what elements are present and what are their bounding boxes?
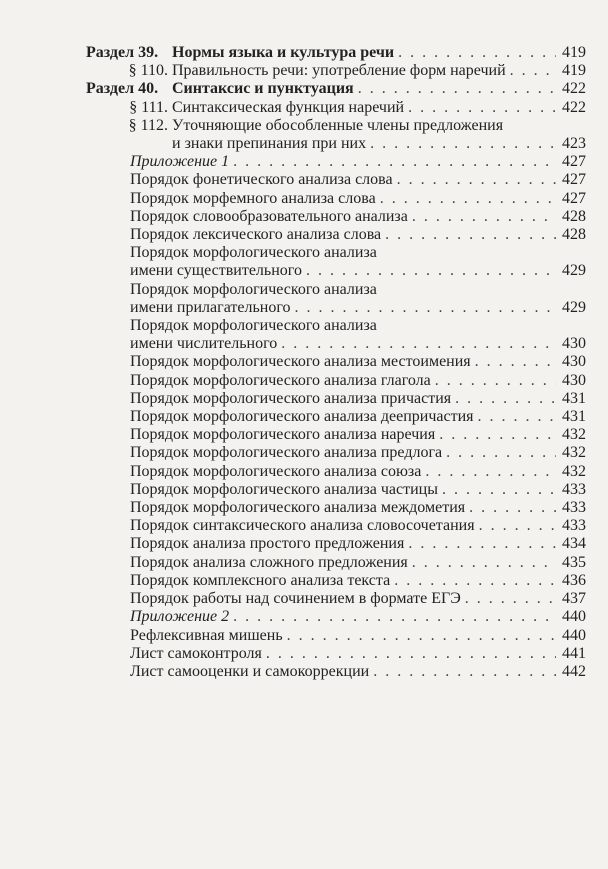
dot-leader xyxy=(442,481,556,499)
dot-leader xyxy=(408,535,556,553)
page-number: 432 xyxy=(562,426,586,444)
toc-entry-title: Нормы языка и культура речи xyxy=(172,44,395,61)
toc-entry-title: Порядок анализа сложного предложения xyxy=(130,553,408,571)
toc-entry-line xyxy=(130,627,586,645)
page-number: 428 xyxy=(562,207,586,225)
toc-entry-title: Порядок работы над сочинением в формате ЕГЭ xyxy=(130,590,461,608)
dot-leader xyxy=(446,444,556,462)
toc-entry-line xyxy=(172,117,586,135)
toc-entry-body xyxy=(130,281,586,317)
dot-leader xyxy=(425,463,556,481)
toc-entry-line xyxy=(130,153,586,171)
toc-entry xyxy=(86,499,586,517)
toc-entry xyxy=(86,208,586,226)
toc-entry xyxy=(86,44,586,62)
toc-entry-line xyxy=(130,517,586,535)
toc-entry-body xyxy=(130,244,586,280)
toc-entry-title: и знаки препинания при них xyxy=(172,135,367,153)
toc-entry-line xyxy=(172,80,586,98)
toc-entry-body xyxy=(130,645,586,663)
dot-leader xyxy=(233,608,556,626)
dot-leader xyxy=(475,353,556,371)
table-of-contents xyxy=(86,44,586,681)
toc-entry-body xyxy=(130,554,586,572)
dot-leader xyxy=(266,645,556,663)
toc-entry-title: Рефлексивная мишень xyxy=(130,626,283,644)
toc-entry-title: Порядок морфологического анализа глагола xyxy=(130,371,431,389)
toc-entry xyxy=(86,444,586,462)
paragraph-number: § 111. xyxy=(129,98,168,116)
page-number: 430 xyxy=(562,353,586,371)
toc-entry-body xyxy=(130,463,586,481)
toc-entry-title: Лист самоконтроля xyxy=(130,644,262,662)
toc-entry-line xyxy=(130,335,586,353)
toc-entry-body xyxy=(130,153,586,171)
toc-entry xyxy=(86,554,586,572)
toc-entry-body xyxy=(130,317,586,353)
toc-entry-body xyxy=(130,663,586,681)
toc-entry-body xyxy=(130,353,586,371)
page-number: 432 xyxy=(562,444,586,462)
toc-entry-title: имени существительного xyxy=(130,262,302,280)
page-number: 432 xyxy=(562,462,586,480)
toc-entry-title: имени числительного xyxy=(130,335,278,353)
toc-entry-title: Порядок морфологического анализа наречия xyxy=(130,426,436,444)
toc-entry xyxy=(86,226,586,244)
toc-entry xyxy=(86,663,586,681)
page-number: 433 xyxy=(562,499,586,517)
page-number: 442 xyxy=(562,662,586,680)
toc-entry-line xyxy=(130,572,586,590)
toc-entry-line xyxy=(130,590,586,608)
toc-entry-line xyxy=(130,281,586,299)
page-number: 433 xyxy=(562,517,586,535)
toc-entry-line xyxy=(130,535,586,553)
dot-leader xyxy=(380,190,556,208)
toc-entry-title: Уточняющие обособленные члены предложения xyxy=(172,116,504,134)
toc-entry-title: Порядок морфологического анализа предлога xyxy=(130,444,443,462)
toc-entry xyxy=(86,608,586,626)
toc-entry-title: имени прилагательного xyxy=(130,298,291,316)
toc-entry-body xyxy=(172,44,586,62)
dot-leader xyxy=(479,517,556,535)
toc-entry-title: Правильность речи: употребление форм наречий xyxy=(172,62,506,80)
toc-entry-line xyxy=(130,444,586,462)
toc-entry-line xyxy=(130,372,586,390)
toc-entry-body xyxy=(130,517,586,535)
page-number: 428 xyxy=(562,226,586,244)
toc-entry xyxy=(86,171,586,189)
toc-entry xyxy=(86,190,586,208)
toc-entry xyxy=(86,517,586,535)
page-number: 434 xyxy=(562,535,586,553)
toc-entry-title: Порядок морфологического анализа xyxy=(130,244,377,262)
page-number: 441 xyxy=(562,644,586,662)
section-number: Раздел 39. xyxy=(86,44,159,61)
dot-leader xyxy=(435,372,556,390)
toc-entry-title: Порядок морфемного анализа слова xyxy=(130,189,376,207)
page-number: 427 xyxy=(562,189,586,207)
toc-entry-title: Порядок комплексного анализа текста xyxy=(130,571,391,589)
section-number: Раздел 40. xyxy=(86,80,159,98)
dot-leader xyxy=(455,390,556,408)
toc-entry-title: Порядок синтаксического анализа словосочетания xyxy=(130,517,475,535)
page-number: 427 xyxy=(562,171,586,189)
toc-entry-line xyxy=(130,499,586,517)
toc-entry-line xyxy=(130,353,586,371)
toc-entry xyxy=(86,645,586,663)
toc-entry-body xyxy=(130,208,586,226)
dot-leader xyxy=(439,426,556,444)
toc-entry xyxy=(86,80,586,98)
toc-entry-title: Синтаксис и пунктуация xyxy=(172,80,354,98)
toc-entry xyxy=(86,372,586,390)
page-number: 437 xyxy=(562,590,586,608)
toc-entry-line xyxy=(130,171,586,189)
toc-entry-line xyxy=(130,317,586,335)
toc-entry-title: Порядок лексического анализа слова xyxy=(130,226,382,244)
toc-entry-line xyxy=(130,554,586,572)
toc-entry-title: Лист самооценки и самокоррекции xyxy=(130,662,370,680)
page-number: 430 xyxy=(562,335,586,353)
dot-leader xyxy=(398,44,556,62)
toc-entry-line xyxy=(130,481,586,499)
page-number: 419 xyxy=(562,44,586,61)
page-number: 436 xyxy=(562,571,586,589)
page-number: 440 xyxy=(562,608,586,626)
page-number: 419 xyxy=(562,62,586,80)
toc-entry xyxy=(86,535,586,553)
toc-entry-line xyxy=(130,426,586,444)
toc-entry-line xyxy=(130,463,586,481)
toc-entry-title: Порядок морфологического анализа xyxy=(130,280,377,298)
toc-entry-body xyxy=(130,627,586,645)
toc-entry-title: Порядок морфологического анализа междометия xyxy=(130,499,466,517)
toc-entry-line xyxy=(130,226,586,244)
dot-leader xyxy=(370,135,556,153)
toc-entry xyxy=(86,353,586,371)
toc-entry-body xyxy=(130,572,586,590)
dot-leader xyxy=(408,99,556,117)
dot-leader xyxy=(478,408,557,426)
toc-entry-line xyxy=(130,408,586,426)
toc-entry-line xyxy=(130,244,586,262)
toc-entry-body xyxy=(130,171,586,189)
toc-entry-title: Приложение 1 xyxy=(130,153,230,171)
dot-leader xyxy=(294,299,556,317)
toc-entry xyxy=(86,390,586,408)
toc-entry-body xyxy=(130,499,586,517)
dot-leader xyxy=(233,153,556,171)
dot-leader xyxy=(287,627,556,645)
toc-entry-body xyxy=(172,117,586,153)
toc-entry-body xyxy=(130,590,586,608)
toc-entry-line xyxy=(130,299,586,317)
dot-leader xyxy=(397,171,556,189)
toc-entry-line xyxy=(172,62,586,80)
toc-entry xyxy=(86,408,586,426)
toc-entry-title: Порядок морфологического анализа частицы xyxy=(130,480,438,498)
dot-leader xyxy=(394,572,556,590)
dot-leader xyxy=(469,499,556,517)
paragraph-number: § 110. xyxy=(128,62,168,80)
toc-entry-title: Порядок словообразовательного анализа xyxy=(130,207,408,225)
toc-entry-title: Порядок фонетического анализа слова xyxy=(130,171,393,189)
toc-entry-body xyxy=(130,372,586,390)
dot-leader xyxy=(465,590,556,608)
toc-entry-line xyxy=(130,390,586,408)
toc-entry-body xyxy=(130,426,586,444)
toc-entry-body xyxy=(130,190,586,208)
toc-entry xyxy=(86,281,586,317)
toc-entry-body xyxy=(130,408,586,426)
toc-entry-title: Синтаксическая функция наречий xyxy=(172,98,405,116)
page-number: 435 xyxy=(562,553,586,571)
toc-entry-line xyxy=(172,44,586,62)
toc-entry-line xyxy=(130,663,586,681)
toc-entry-line xyxy=(130,262,586,280)
page-number: 431 xyxy=(562,389,586,407)
toc-entry-body xyxy=(130,390,586,408)
toc-entry-title: Порядок морфологического анализа союза xyxy=(130,462,422,480)
toc-entry xyxy=(86,153,586,171)
page-number: 422 xyxy=(562,80,586,98)
page-number: 433 xyxy=(562,480,586,498)
toc-entry-body xyxy=(130,226,586,244)
toc-entry-line xyxy=(130,190,586,208)
toc-entry-body xyxy=(130,608,586,626)
toc-entry xyxy=(86,463,586,481)
toc-entry xyxy=(86,99,586,117)
toc-entry-body xyxy=(172,99,586,117)
dot-leader xyxy=(358,80,556,98)
dot-leader xyxy=(281,335,556,353)
dot-leader xyxy=(412,554,556,572)
toc-entry-line xyxy=(130,645,586,663)
toc-entry xyxy=(86,117,586,153)
toc-entry-line xyxy=(172,99,586,117)
toc-entry xyxy=(86,481,586,499)
toc-entry xyxy=(86,244,586,280)
dot-leader xyxy=(412,208,556,226)
page-number: 427 xyxy=(562,153,586,171)
toc-entry xyxy=(86,590,586,608)
toc-entry xyxy=(86,627,586,645)
dot-leader xyxy=(385,226,556,244)
toc-entry-title: Порядок морфологического анализа местоимения xyxy=(130,353,471,371)
dot-leader xyxy=(306,262,556,280)
toc-entry xyxy=(86,426,586,444)
toc-entry-line xyxy=(130,608,586,626)
toc-entry-body xyxy=(130,481,586,499)
toc-entry-title: Порядок морфологического анализа xyxy=(130,317,377,335)
toc-entry xyxy=(86,62,586,80)
dot-leader xyxy=(510,62,556,80)
paragraph-number: § 112. xyxy=(128,116,168,134)
toc-entry xyxy=(86,572,586,590)
page-number: 422 xyxy=(562,98,586,116)
toc-entry xyxy=(86,317,586,353)
page-number: 440 xyxy=(562,626,586,644)
toc-entry-title: Приложение 2 xyxy=(130,608,230,626)
page-number: 429 xyxy=(562,262,586,280)
toc-entry-body xyxy=(172,80,586,98)
toc-entry-body xyxy=(172,62,586,80)
toc-entry-body xyxy=(130,444,586,462)
page-number: 423 xyxy=(562,135,586,153)
toc-entry-title: Порядок анализа простого предложения xyxy=(130,535,405,553)
page-number: 430 xyxy=(562,371,586,389)
dot-leader xyxy=(373,663,556,681)
toc-entry-body xyxy=(130,535,586,553)
toc-entry-title: Порядок морфологического анализа причастия xyxy=(130,389,452,407)
page-number: 431 xyxy=(562,408,586,426)
toc-entry-title: Порядок морфологического анализа деепричастия xyxy=(130,408,474,426)
toc-entry-line xyxy=(130,208,586,226)
toc-entry-line xyxy=(172,135,586,153)
page-number: 429 xyxy=(562,298,586,316)
